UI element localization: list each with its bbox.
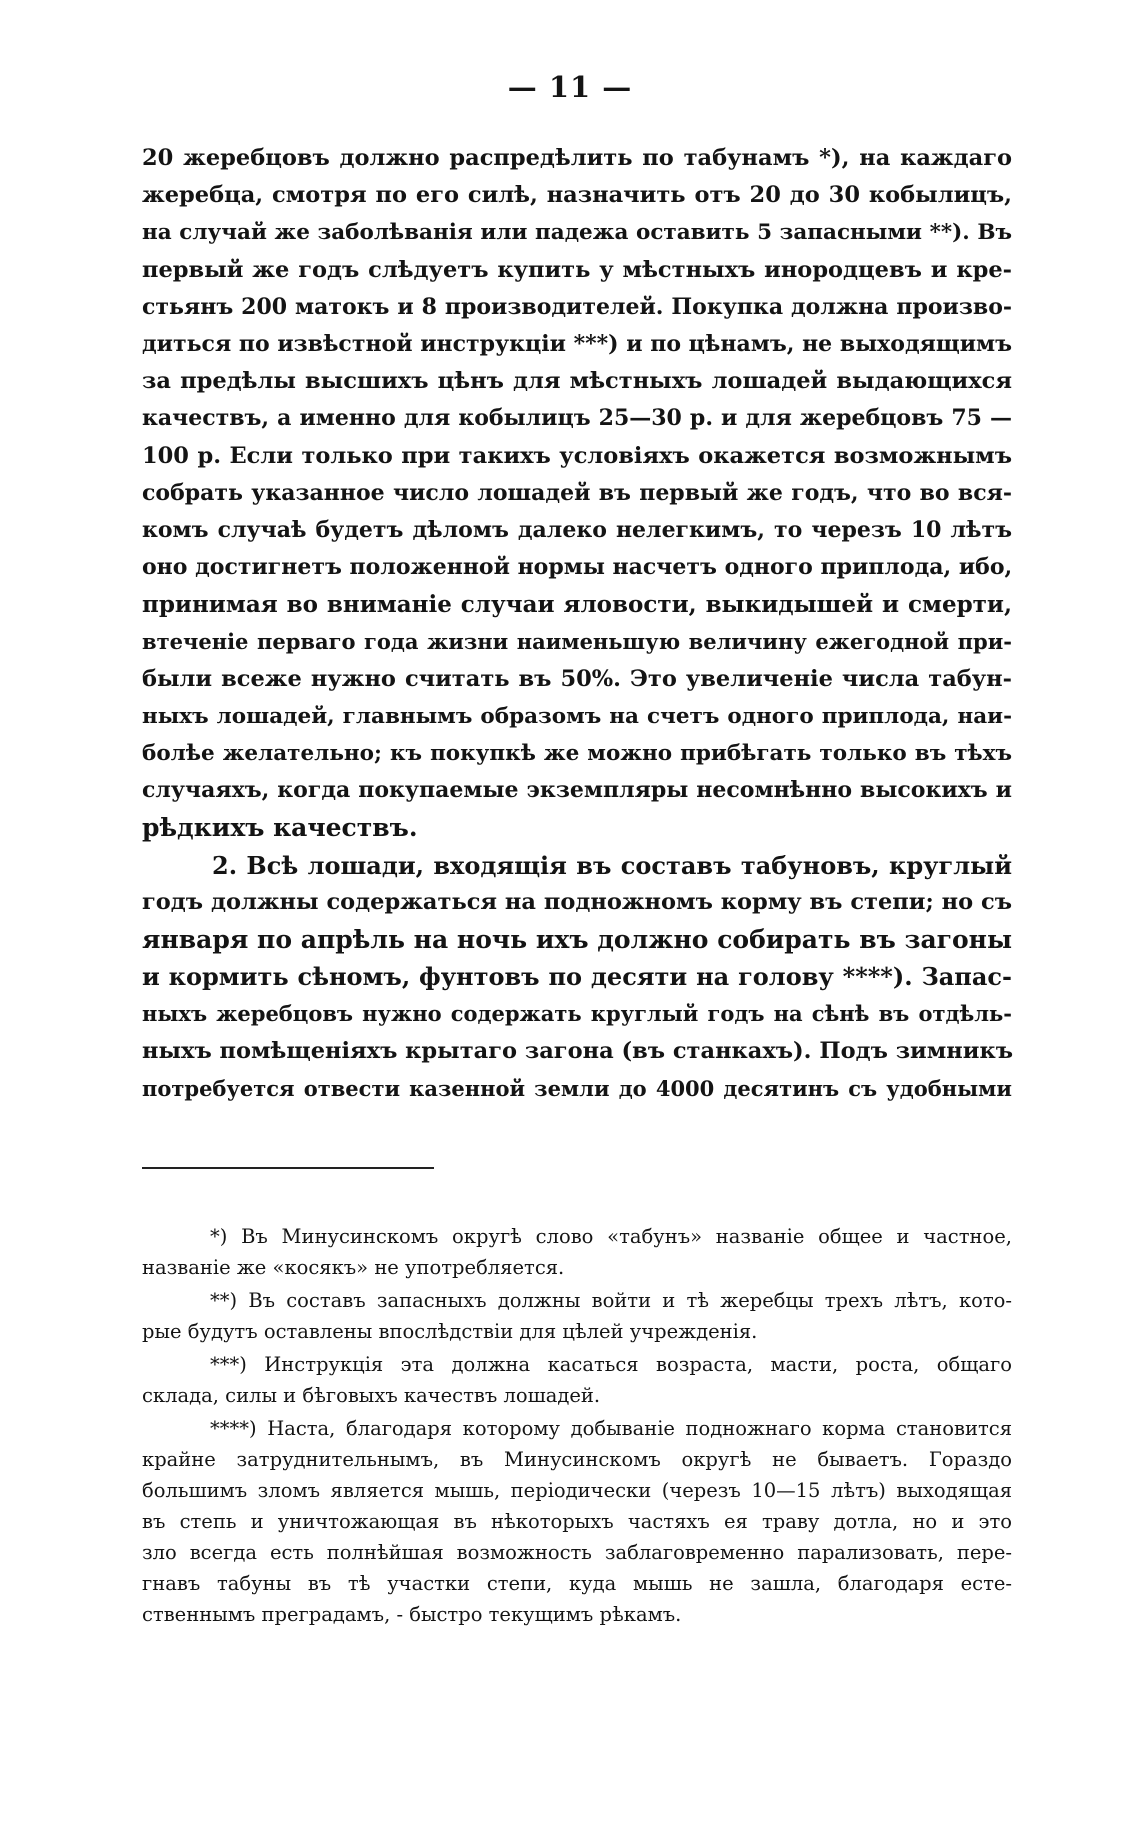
text-line: были всеже нужно считать въ 50%. Это увеличеніе числа табун- xyxy=(142,665,1012,692)
footnote-line: зло всегда есть полнѣйшая возможность заблаговременно парализовать, пере- xyxy=(142,1541,1012,1564)
footnote-line: названіе же «косякъ» не употребляется. xyxy=(142,1256,565,1279)
paragraph-start-line: 2. Всѣ лошади, входящія въ составъ табуновъ, круглый xyxy=(212,850,1012,880)
text-line: потребуется отвести казенной земли до 4000 десятинъ съ удобными xyxy=(142,1075,1012,1101)
footnote-2 xyxy=(142,1285,1012,1347)
main-text xyxy=(142,140,1012,1107)
footnote-3 xyxy=(142,1349,1012,1411)
page-number: — 11 — xyxy=(507,70,633,104)
footnote-line: *) Въ Минусинскомъ округѣ слово «табунъ» названіе общее и частное, xyxy=(210,1225,1012,1248)
text-line: принимая во вниманіе случаи яловости, выкидышей и смерти, xyxy=(142,591,1012,619)
text-line: стьянъ 200 матокъ и 8 производителей. Покупка должна произво- xyxy=(142,293,1012,320)
footnote-line: **) Въ составъ запасныхъ должны войти и тѣ жеребцы трехъ лѣтъ, кото- xyxy=(210,1289,1012,1312)
text-line: 100 р. Если только при такихъ условіяхъ окажется возможнымъ xyxy=(142,442,1012,469)
text-line: ныхъ лошадей, главнымъ образомъ на счетъ одного приплода, наи- xyxy=(142,703,1012,729)
text-line: комъ случаѣ будетъ дѣломъ далеко нелегкимъ, то черезъ 10 лѣтъ xyxy=(142,516,1012,543)
text-line: качествъ, а именно для кобылицъ 25—30 р. и для жеребцовъ 75 — xyxy=(142,405,1012,432)
text-line: января по апрѣль на ночь ихъ должно собирать въ загоны xyxy=(142,924,1012,954)
footnote-line: ственнымъ преградамъ, - быстро текущимъ рѣкамъ. xyxy=(142,1603,682,1626)
text-line: случаяхъ, когда покупаемые экземпляры несомнѣнно высокихъ и xyxy=(142,777,1012,804)
footnote-line: гнавъ табуны въ тѣ участки степи, куда мышь не зашла, благодаря есте- xyxy=(142,1572,1012,1595)
text-line: собрать указанное число лошадей въ первый же годъ, что во вся- xyxy=(142,479,1012,506)
footnote-line: рые будутъ оставлены впослѣдствіи для цѣлей учрежденія. xyxy=(142,1320,758,1343)
footnote-4 xyxy=(142,1413,1012,1630)
text-line: жеребца, смотря по его силѣ, назначить отъ 20 до 30 кобылицъ, xyxy=(142,182,1012,209)
text-line: за предѣлы высшихъ цѣнъ для мѣстныхъ лошадей выдающихся xyxy=(142,368,1012,395)
text-line: болѣе желательно; къ покупкѣ же можно прибѣгать только въ тѣхъ xyxy=(142,741,1012,766)
footnote-line: ****) Наста, благодаря которому добываніе подножнаго корма становится xyxy=(210,1417,1012,1440)
footnote-line: въ степь и уничтожающая въ нѣкоторыхъ частяхъ ея траву дотла, но и это xyxy=(142,1510,1012,1533)
text-line: первый же годъ слѣдуетъ купить у мѣстныхъ инородцевъ и кре- xyxy=(142,256,1012,283)
text-line: диться по извѣстной инструкціи ***) и по цѣнамъ, не выходящимъ xyxy=(142,330,1012,357)
footnote-line: большимъ зломъ является мышь, періодически (черезъ 10—15 лѣтъ) выходящая xyxy=(142,1479,1012,1502)
text-line: ныхъ жеребцовъ нужно содержать круглый годъ на сѣнѣ въ отдѣль- xyxy=(142,1001,1012,1027)
text-line: рѣдкихъ качествъ. xyxy=(142,813,418,843)
text-line: годъ должны содержаться на подножномъ корму въ степи; но съ xyxy=(142,888,1012,915)
footnotes xyxy=(142,1221,1012,1630)
text-line: оно достигнетъ положенной нормы насчетъ одного приплода, ибо, xyxy=(142,554,1013,581)
text-line: 20 жеребцовъ должно распредѣлить по табунамъ *), на каждаго xyxy=(142,145,1012,171)
text-line: втеченіе перваго года жизни наименьшую величину ежегодной при- xyxy=(142,629,1012,655)
footnote-line: ***) Инструкція эта должна касаться возраста, масти, роста, общаго xyxy=(210,1353,1012,1376)
footnote-separator xyxy=(142,1167,434,1169)
footnote-1 xyxy=(142,1221,1012,1283)
text-line: на случай же заболѣванія или падежа оставить 5 запасными **). Въ xyxy=(142,220,1012,246)
footnote-line: склада, силы и бѣговыхъ качествъ лошадей. xyxy=(142,1384,601,1407)
text-line: и кормить сѣномъ, фунтовъ по десяти на голову ****). Запас- xyxy=(142,962,1012,992)
text-line: ныхъ помѣщеніяхъ крытаго загона (въ станкахъ). Подъ зимникъ xyxy=(142,1037,1013,1064)
footnote-line: крайне затруднительнымъ, въ Минусинскомъ округѣ не бываетъ. Гораздо xyxy=(142,1448,1012,1471)
